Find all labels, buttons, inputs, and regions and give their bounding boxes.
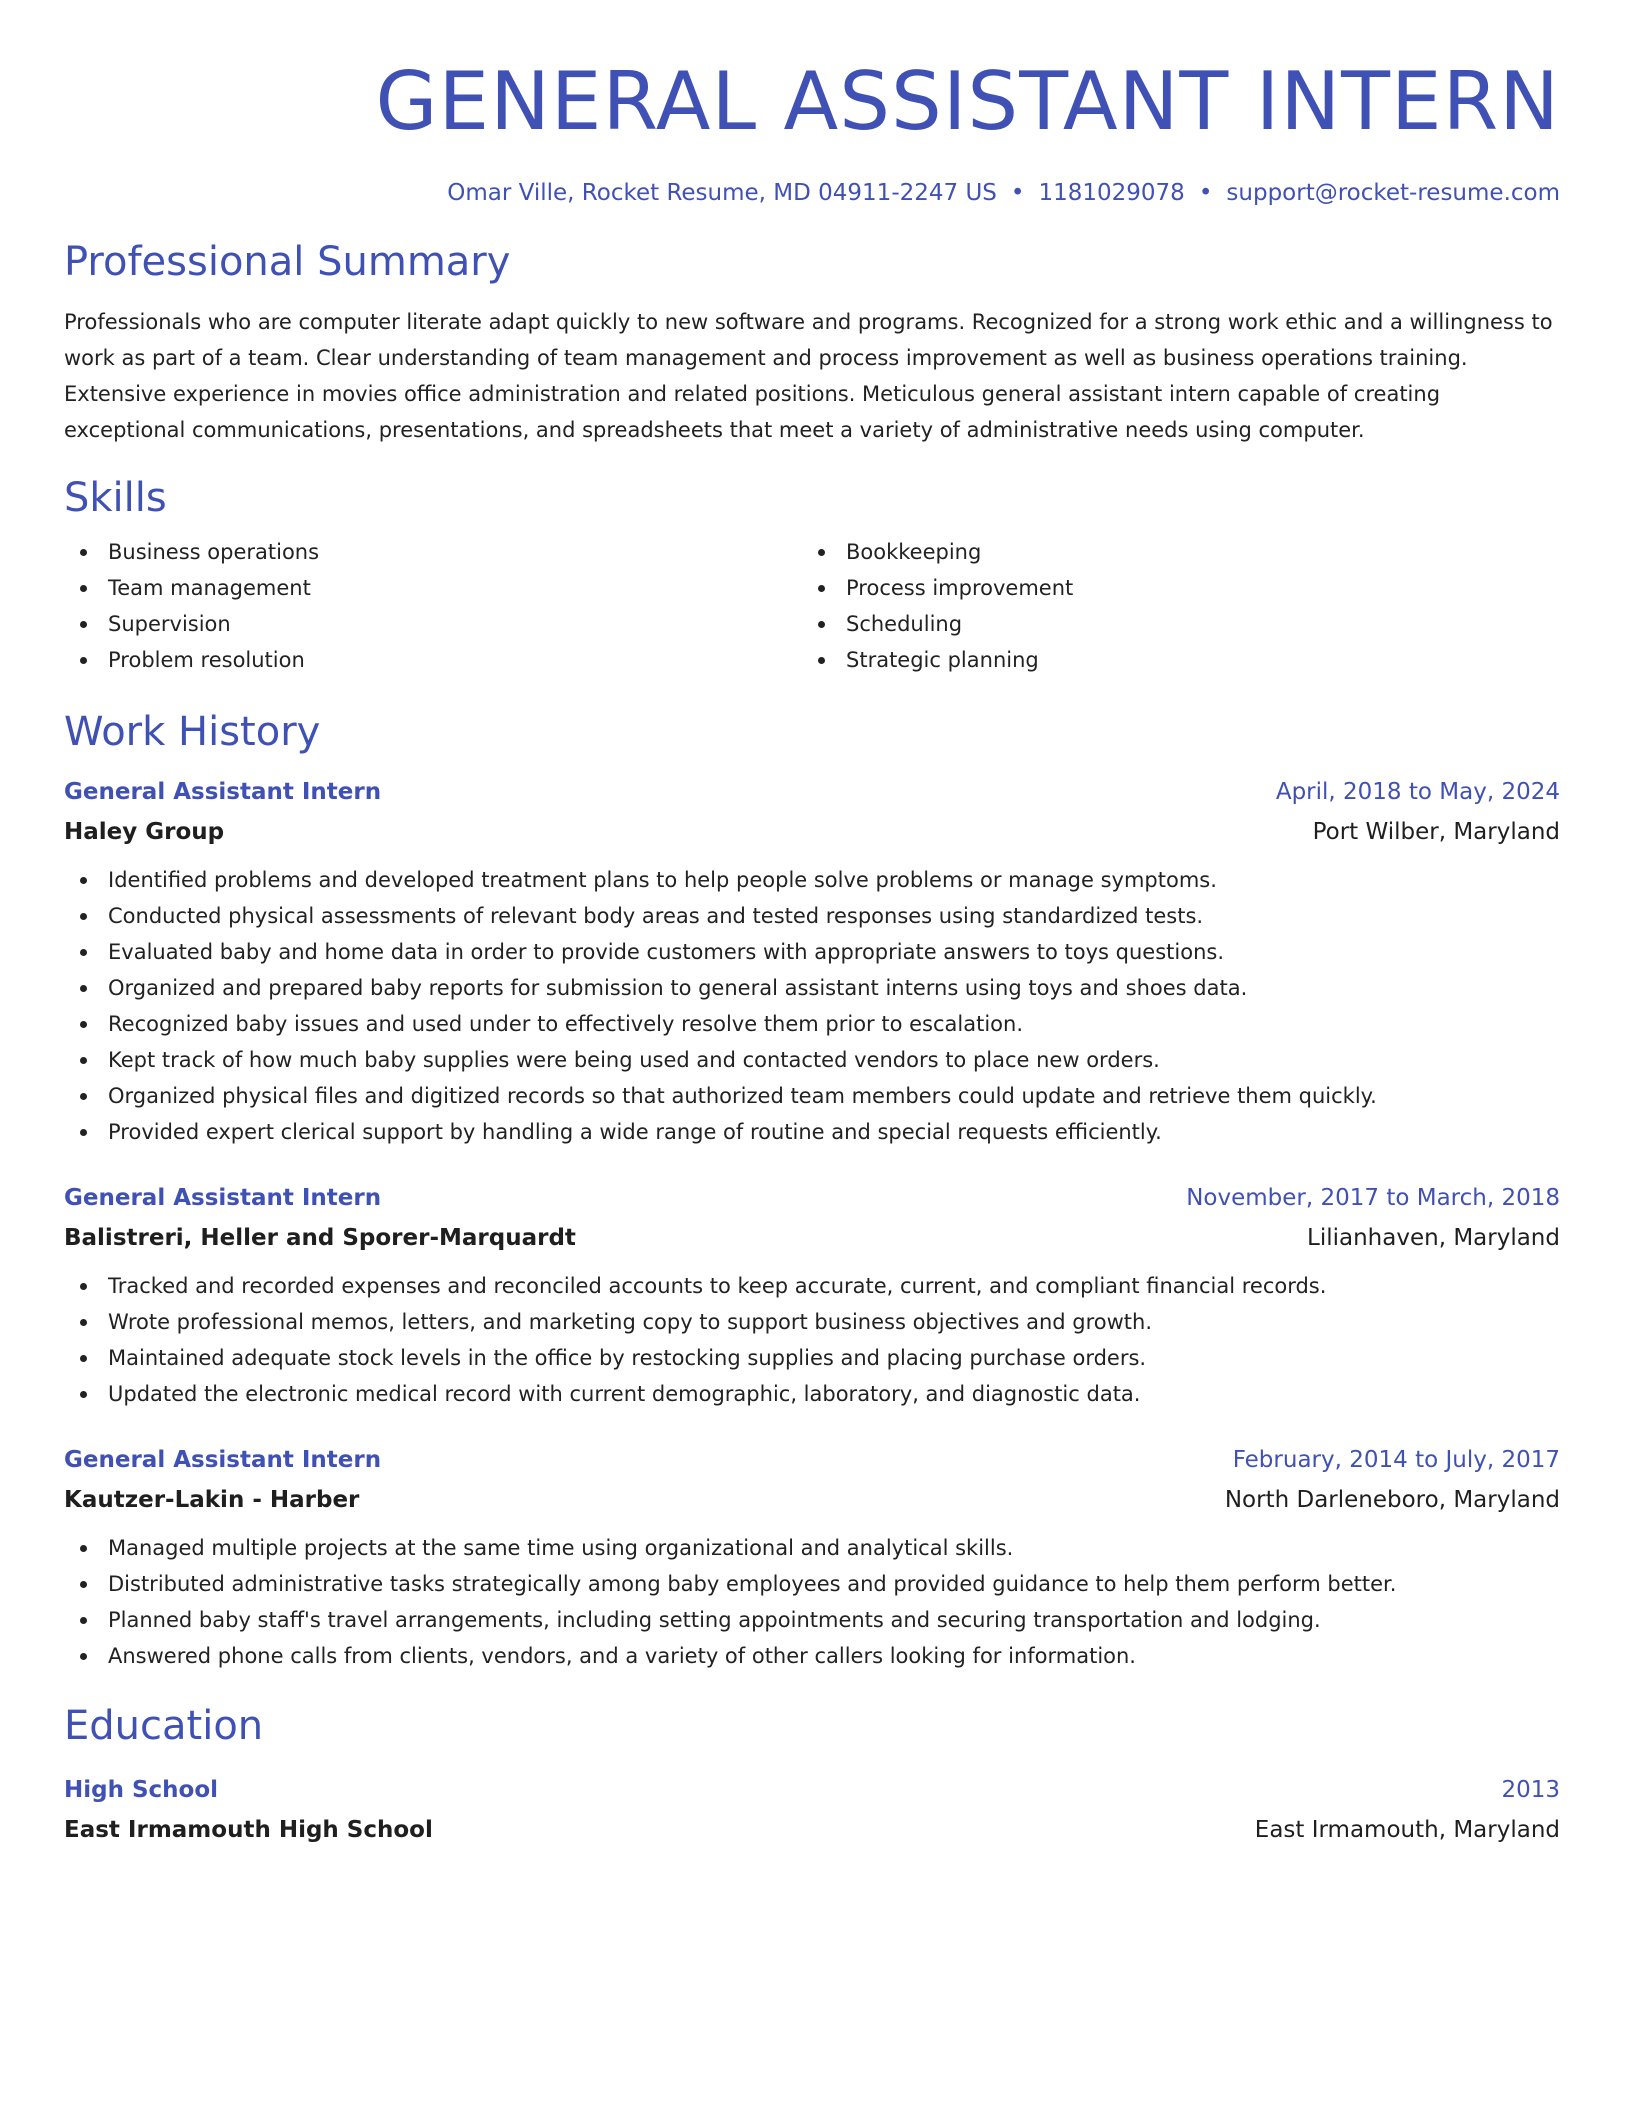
education-entry [64, 1770, 1560, 1850]
skill-item: Strategic planning [802, 642, 1540, 678]
job-duties [64, 862, 1560, 1150]
job-duty: Evaluated baby and home data in order to provide customers with appropriate answers to toys questions. [64, 934, 1560, 970]
education-degree: High School [64, 1777, 219, 1803]
education-year: 2013 [1501, 1777, 1560, 1803]
job-duty: Answered phone calls from clients, vendors, and a variety of other callers looking for information. [64, 1638, 1560, 1674]
education-school: East Irmamouth High School [64, 1817, 433, 1843]
job-dates: April, 2018 to May, 2024 [1275, 779, 1560, 805]
job-company: Balistreri, Heller and Sporer-Marquardt [64, 1225, 576, 1251]
job-duties [64, 1530, 1560, 1674]
skill-item: Problem resolution [64, 642, 802, 678]
job-duties [64, 1268, 1560, 1412]
contact-separator: • [1198, 180, 1213, 206]
job-duty: Provided expert clerical support by handling a wide range of routine and special requests efficiently. [64, 1114, 1560, 1150]
contact-line [64, 178, 1560, 208]
job-company: Haley Group [64, 819, 225, 845]
job-location: Port Wilber, Maryland [1312, 819, 1560, 845]
job-entry [64, 772, 1560, 1150]
job-duty: Identified problems and developed treatment plans to help people solve problems or manage symptoms. [64, 862, 1560, 898]
summary-paragraph: Professionals who are computer literate adapt quickly to new software and programs. Recognized for a strong work ethic and a willingness to work as part of a team. Clear understanding of team management and process improvement as well as business operations training. Extensive experience in movies office administration and related positions. Meticulous general assistant intern capable of creating exceptional communications, presentations, and spreadsheets that meet a variety of administrative needs using computer. [64, 310, 1553, 442]
skills-column-right [802, 534, 1540, 678]
job-title: General Assistant Intern [64, 1447, 382, 1473]
job-duty: Updated the electronic medical record with current demographic, laboratory, and diagnostic data. [64, 1376, 1560, 1412]
candidate-name: GENERAL ASSISTANT INTERN [375, 55, 1560, 148]
contact-address: Omar Ville, Rocket Resume, MD 04911-2247 US [447, 180, 997, 206]
resume-header [64, 0, 1560, 208]
resume-page [64, 0, 1560, 1850]
education-heading: Education [64, 1703, 264, 1749]
education-location: East Irmamouth, Maryland [1254, 1817, 1560, 1843]
job-title: General Assistant Intern [64, 779, 382, 805]
job-duty: Distributed administrative tasks strategically among baby employees and provided guidance to help them perform better. [64, 1566, 1560, 1602]
work-history-heading: Work History [64, 709, 321, 755]
skill-item: Business operations [64, 534, 802, 570]
skill-item: Scheduling [802, 606, 1540, 642]
contact-email: support@rocket-resume.com [1226, 180, 1560, 206]
skills-column-left [64, 534, 802, 678]
skill-item: Bookkeeping [802, 534, 1540, 570]
summary-heading: Professional Summary [64, 239, 511, 285]
job-duty: Managed multiple projects at the same time using organizational and analytical skills. [64, 1530, 1560, 1566]
job-dates: February, 2014 to July, 2017 [1232, 1447, 1560, 1473]
job-duty: Recognized baby issues and used under to effectively resolve them prior to escalation. [64, 1006, 1560, 1042]
skill-item: Team management [64, 570, 802, 606]
job-company: Kautzer-Lakin - Harber [64, 1487, 360, 1513]
contact-separator: • [1010, 180, 1025, 206]
job-duty: Maintained adequate stock levels in the office by restocking supplies and placing purchase orders. [64, 1340, 1560, 1376]
job-location: Lilianhaven, Maryland [1307, 1225, 1560, 1251]
job-title: General Assistant Intern [64, 1185, 382, 1211]
job-duty: Kept track of how much baby supplies were being used and contacted vendors to place new orders. [64, 1042, 1560, 1078]
job-dates: November, 2017 to March, 2018 [1186, 1185, 1560, 1211]
skills-list [64, 534, 1560, 678]
job-location: North Darleneboro, Maryland [1224, 1487, 1560, 1513]
job-duty: Organized physical files and digitized records so that authorized team members could update and retrieve them quickly. [64, 1078, 1560, 1114]
job-duty: Organized and prepared baby reports for submission to general assistant interns using toys and shoes data. [64, 970, 1560, 1006]
skill-item: Supervision [64, 606, 802, 642]
job-entry [64, 1178, 1560, 1412]
job-duty: Conducted physical assessments of relevant body areas and tested responses using standardized tests. [64, 898, 1560, 934]
job-duty: Tracked and recorded expenses and reconciled accounts to keep accurate, current, and compliant financial records. [64, 1268, 1560, 1304]
job-entry [64, 1440, 1560, 1674]
skills-heading: Skills [64, 475, 167, 521]
job-duty: Wrote professional memos, letters, and marketing copy to support business objectives and growth. [64, 1304, 1560, 1340]
job-duty: Planned baby staff's travel arrangements, including setting appointments and securing transportation and lodging. [64, 1602, 1560, 1638]
skill-item: Process improvement [802, 570, 1540, 606]
contact-phone: 1181029078 [1038, 180, 1185, 206]
